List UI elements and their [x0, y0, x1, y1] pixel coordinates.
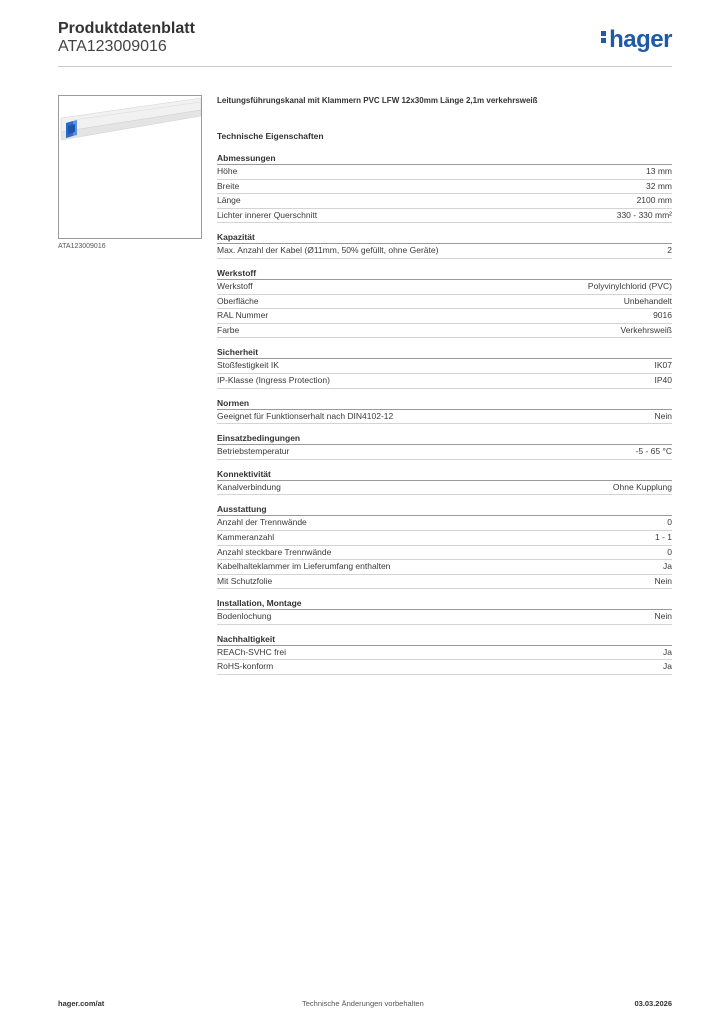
property-row — [217, 194, 672, 209]
footer-website-link[interactable]: hager.com/at — [58, 999, 105, 1008]
logo-dots-icon — [601, 29, 606, 45]
page-title: Produktdatenblatt — [58, 20, 195, 37]
property-label: Stoßfestigkeit IK — [217, 360, 279, 371]
logo-text: hager — [609, 26, 672, 53]
property-section — [217, 347, 672, 388]
section-title: Ausstattung — [217, 504, 672, 516]
section-title: Konnektivität — [217, 469, 672, 481]
property-label: Anzahl der Trennwände — [217, 517, 307, 528]
footer-date: 03.03.2026 — [634, 999, 672, 1008]
properties-list — [217, 153, 672, 675]
property-label: Max. Anzahl der Kabel (Ø11mm, 50% gefüllt, ohne Geräte) — [217, 245, 439, 256]
property-value: 32 mm — [646, 180, 672, 191]
property-value: 0 — [667, 517, 672, 528]
article-number: ATA123009016 — [58, 38, 167, 55]
product-details — [217, 96, 672, 684]
section-title: Installation, Montage — [217, 598, 672, 610]
section-title: Sicherheit — [217, 347, 672, 359]
property-label: RoHS-konform — [217, 661, 274, 672]
property-row — [217, 359, 672, 374]
property-row — [217, 295, 672, 310]
property-value: Nein — [654, 575, 672, 586]
property-row — [217, 209, 672, 224]
property-label: Länge — [217, 195, 241, 206]
property-label: Betriebstemperatur — [217, 446, 290, 457]
property-value: 2 — [667, 245, 672, 256]
section-title: Kapazität — [217, 232, 672, 244]
section-title: Abmessungen — [217, 153, 672, 165]
property-label: Farbe — [217, 324, 240, 335]
property-value: Ja — [663, 646, 672, 657]
property-value: IK07 — [654, 360, 672, 371]
property-row — [217, 660, 672, 675]
property-row — [217, 180, 672, 195]
property-row — [217, 646, 672, 661]
property-row — [217, 445, 672, 460]
property-value: 330 - 330 mm² — [616, 209, 672, 220]
property-value: Ja — [663, 561, 672, 572]
property-label: Kammeranzahl — [217, 531, 275, 542]
property-value: 9016 — [653, 310, 672, 321]
property-label: Mit Schutzfolie — [217, 575, 273, 586]
property-value: 1 - 1 — [654, 531, 672, 542]
property-label: Anzahl steckbare Trennwände — [217, 546, 332, 557]
property-label: Geeignet für Funktionserhalt nach DIN4102-12 — [217, 410, 394, 421]
property-value: Unbehandelt — [623, 295, 672, 306]
property-section — [217, 153, 672, 223]
property-row — [217, 546, 672, 561]
product-image — [58, 95, 202, 239]
property-value: Ja — [663, 661, 672, 672]
product-title: Leitungsführungskanal mit Klammern PVC LFW 12x30mm Länge 2,1m verkehrsweiß — [217, 96, 538, 105]
property-label: RAL Nummer — [217, 310, 269, 321]
property-value: 2100 mm — [636, 195, 672, 206]
property-row — [217, 309, 672, 324]
section-title: Einsatzbedingungen — [217, 433, 672, 445]
property-section — [217, 634, 672, 675]
property-section — [217, 433, 672, 460]
property-row — [217, 410, 672, 425]
property-section — [217, 504, 672, 589]
property-row — [217, 374, 672, 389]
property-row — [217, 481, 672, 496]
property-row — [217, 575, 672, 590]
hager-logo[interactable] — [601, 26, 672, 54]
section-title: Normen — [217, 398, 672, 410]
property-section — [217, 232, 672, 259]
property-value: -5 - 65 °C — [635, 446, 672, 457]
image-caption: ATA123009016 — [58, 243, 106, 250]
property-value: Nein — [654, 611, 672, 622]
property-row — [217, 324, 672, 339]
property-row — [217, 610, 672, 625]
cable-duct-illustration — [59, 96, 201, 238]
property-value: 0 — [667, 546, 672, 557]
section-title: Werkstoff — [217, 268, 672, 280]
property-label: Werkstoff — [217, 280, 253, 291]
property-label: Höhe — [217, 166, 238, 176]
property-label: Oberfläche — [217, 295, 259, 306]
property-row — [217, 244, 672, 259]
property-label: Lichter innerer Querschnitt — [217, 209, 318, 220]
technical-properties-heading: Technische Eigenschaften — [217, 131, 324, 141]
property-section — [217, 268, 672, 338]
property-label: Breite — [217, 180, 240, 191]
property-section — [217, 598, 672, 625]
header-divider — [58, 66, 672, 67]
property-row — [217, 531, 672, 546]
property-value: 13 mm — [646, 166, 672, 176]
property-value: Nein — [654, 410, 672, 421]
property-value: IP40 — [654, 374, 672, 385]
property-section — [217, 469, 672, 496]
property-row — [217, 280, 672, 295]
property-value: Polyvinylchlorid (PVC) — [587, 280, 672, 291]
property-row — [217, 560, 672, 575]
property-label: IP-Klasse (Ingress Protection) — [217, 374, 330, 385]
footer-notice: Technische Änderungen vorbehalten — [302, 999, 424, 1008]
property-row — [217, 516, 672, 531]
property-value: Verkehrsweiß — [620, 324, 672, 335]
property-label: Kanalverbindung — [217, 481, 281, 492]
property-row — [217, 165, 672, 180]
property-label: REACh-SVHC frei — [217, 646, 286, 657]
property-label: Bodenlochung — [217, 611, 272, 622]
property-label: Kabelhalteklammer im Lieferumfang enthalten — [217, 561, 391, 572]
property-value: Ohne Kupplung — [612, 481, 672, 492]
property-section — [217, 398, 672, 425]
section-title: Nachhaltigkeit — [217, 634, 672, 646]
